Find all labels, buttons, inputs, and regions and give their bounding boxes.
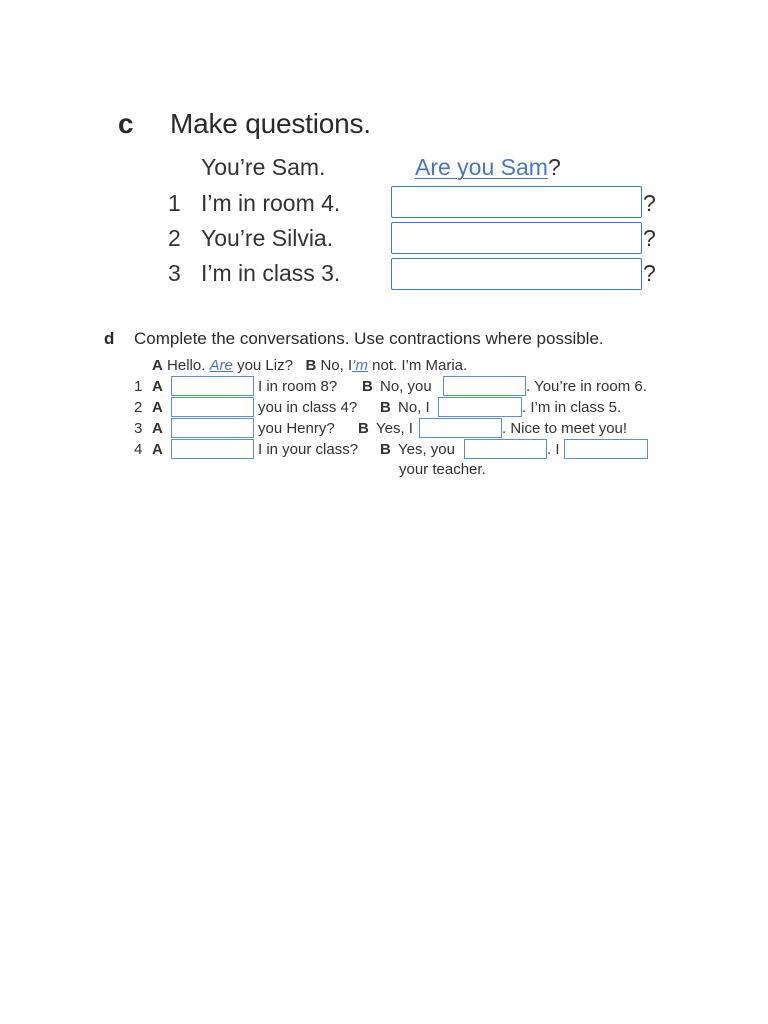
d-item-1-b-field[interactable] — [443, 376, 526, 396]
d-example-speaker-a: A — [152, 357, 163, 374]
d-item-4-b-mid: . I — [547, 441, 560, 458]
d-item-2-speaker-b: B — [380, 399, 391, 416]
d-item-3-b-pre: Yes, I — [376, 420, 413, 437]
c-item-3-prompt: I’m in class 3. — [201, 260, 341, 286]
d-item-4-speaker-b: B — [380, 441, 391, 458]
d-item-4-speaker-a: A — [152, 441, 163, 458]
d-item-1-a-text: I in room 8? — [258, 378, 338, 395]
d-example-b-answer: ’m — [352, 357, 368, 374]
d-item-4-b-field-2[interactable] — [564, 439, 648, 459]
d-item-1-speaker-b: B — [362, 378, 373, 395]
d-item-4-b-continuation: your teacher. — [399, 461, 486, 478]
d-example-speaker-b: B — [305, 357, 317, 374]
d-example-a-pre: Hello. — [167, 357, 206, 374]
c-item-3-number: 3 — [168, 260, 181, 286]
c-item-1-answer-field[interactable] — [391, 186, 642, 218]
c-item-2-question-mark: ? — [643, 225, 656, 251]
d-item-3-number: 3 — [134, 420, 143, 437]
d-item-3-a-field[interactable] — [171, 418, 254, 438]
section-c-letter: c — [118, 108, 134, 139]
d-item-3-a-text: you Henry? — [258, 420, 335, 437]
d-item-4-a-text: I in your class? — [258, 441, 359, 458]
c-item-3-answer-field[interactable] — [391, 258, 642, 290]
d-example-line — [152, 357, 467, 374]
c-item-2-number: 2 — [168, 225, 181, 251]
d-item-3-b-post: . Nice to meet you! — [502, 420, 628, 437]
section-c-title: Make questions. — [170, 108, 371, 139]
d-item-2-a-field[interactable] — [171, 397, 254, 417]
d-example-a-answer: Are — [209, 357, 233, 374]
c-item-1-number: 1 — [168, 190, 181, 216]
c-item-2-answer-field[interactable] — [391, 222, 642, 254]
c-example-answer-line — [415, 154, 561, 181]
d-item-1-number: 1 — [134, 378, 143, 395]
d-example-a-post: you Liz? — [237, 357, 293, 374]
d-item-2-b-field[interactable] — [438, 397, 522, 417]
d-item-1-speaker-a: A — [152, 378, 163, 395]
c-item-1-question-mark: ? — [643, 190, 656, 216]
d-item-2-number: 2 — [134, 399, 143, 416]
d-item-3-speaker-b: B — [358, 420, 369, 437]
c-example-question-mark: ? — [547, 154, 561, 180]
d-item-1-b-post: . You’re in room 6. — [526, 378, 647, 395]
d-item-1-b-pre: No, you — [380, 378, 432, 395]
d-item-1-a-field[interactable] — [171, 376, 254, 396]
d-item-4-b-pre: Yes, you — [398, 441, 455, 458]
d-example-b-post: not. I’m Maria. — [372, 357, 468, 374]
c-item-1-prompt: I’m in room 4. — [201, 190, 341, 216]
c-item-3-question-mark: ? — [643, 260, 656, 286]
d-item-4-a-field[interactable] — [171, 439, 254, 459]
d-example-b-pre: No, I — [320, 357, 353, 374]
d-item-4-b-field-1[interactable] — [464, 439, 547, 459]
section-d-letter: d — [104, 329, 115, 348]
d-item-2-a-text: you in class 4? — [258, 399, 358, 416]
section-d-title: Complete the conversations. Use contractions where possible. — [134, 329, 604, 348]
d-item-2-b-post: . I’m in class 5. — [522, 399, 622, 416]
c-example-prompt: You’re Sam. — [201, 154, 326, 180]
d-item-2-speaker-a: A — [152, 399, 163, 416]
d-item-2-b-pre: No, I — [398, 399, 430, 416]
c-example-answer: Are you Sam — [415, 154, 548, 180]
d-item-3-speaker-a: A — [152, 420, 163, 437]
d-item-4-number: 4 — [134, 441, 143, 458]
c-item-2-prompt: You’re Silvia. — [201, 225, 334, 251]
d-item-3-b-field[interactable] — [419, 418, 502, 438]
